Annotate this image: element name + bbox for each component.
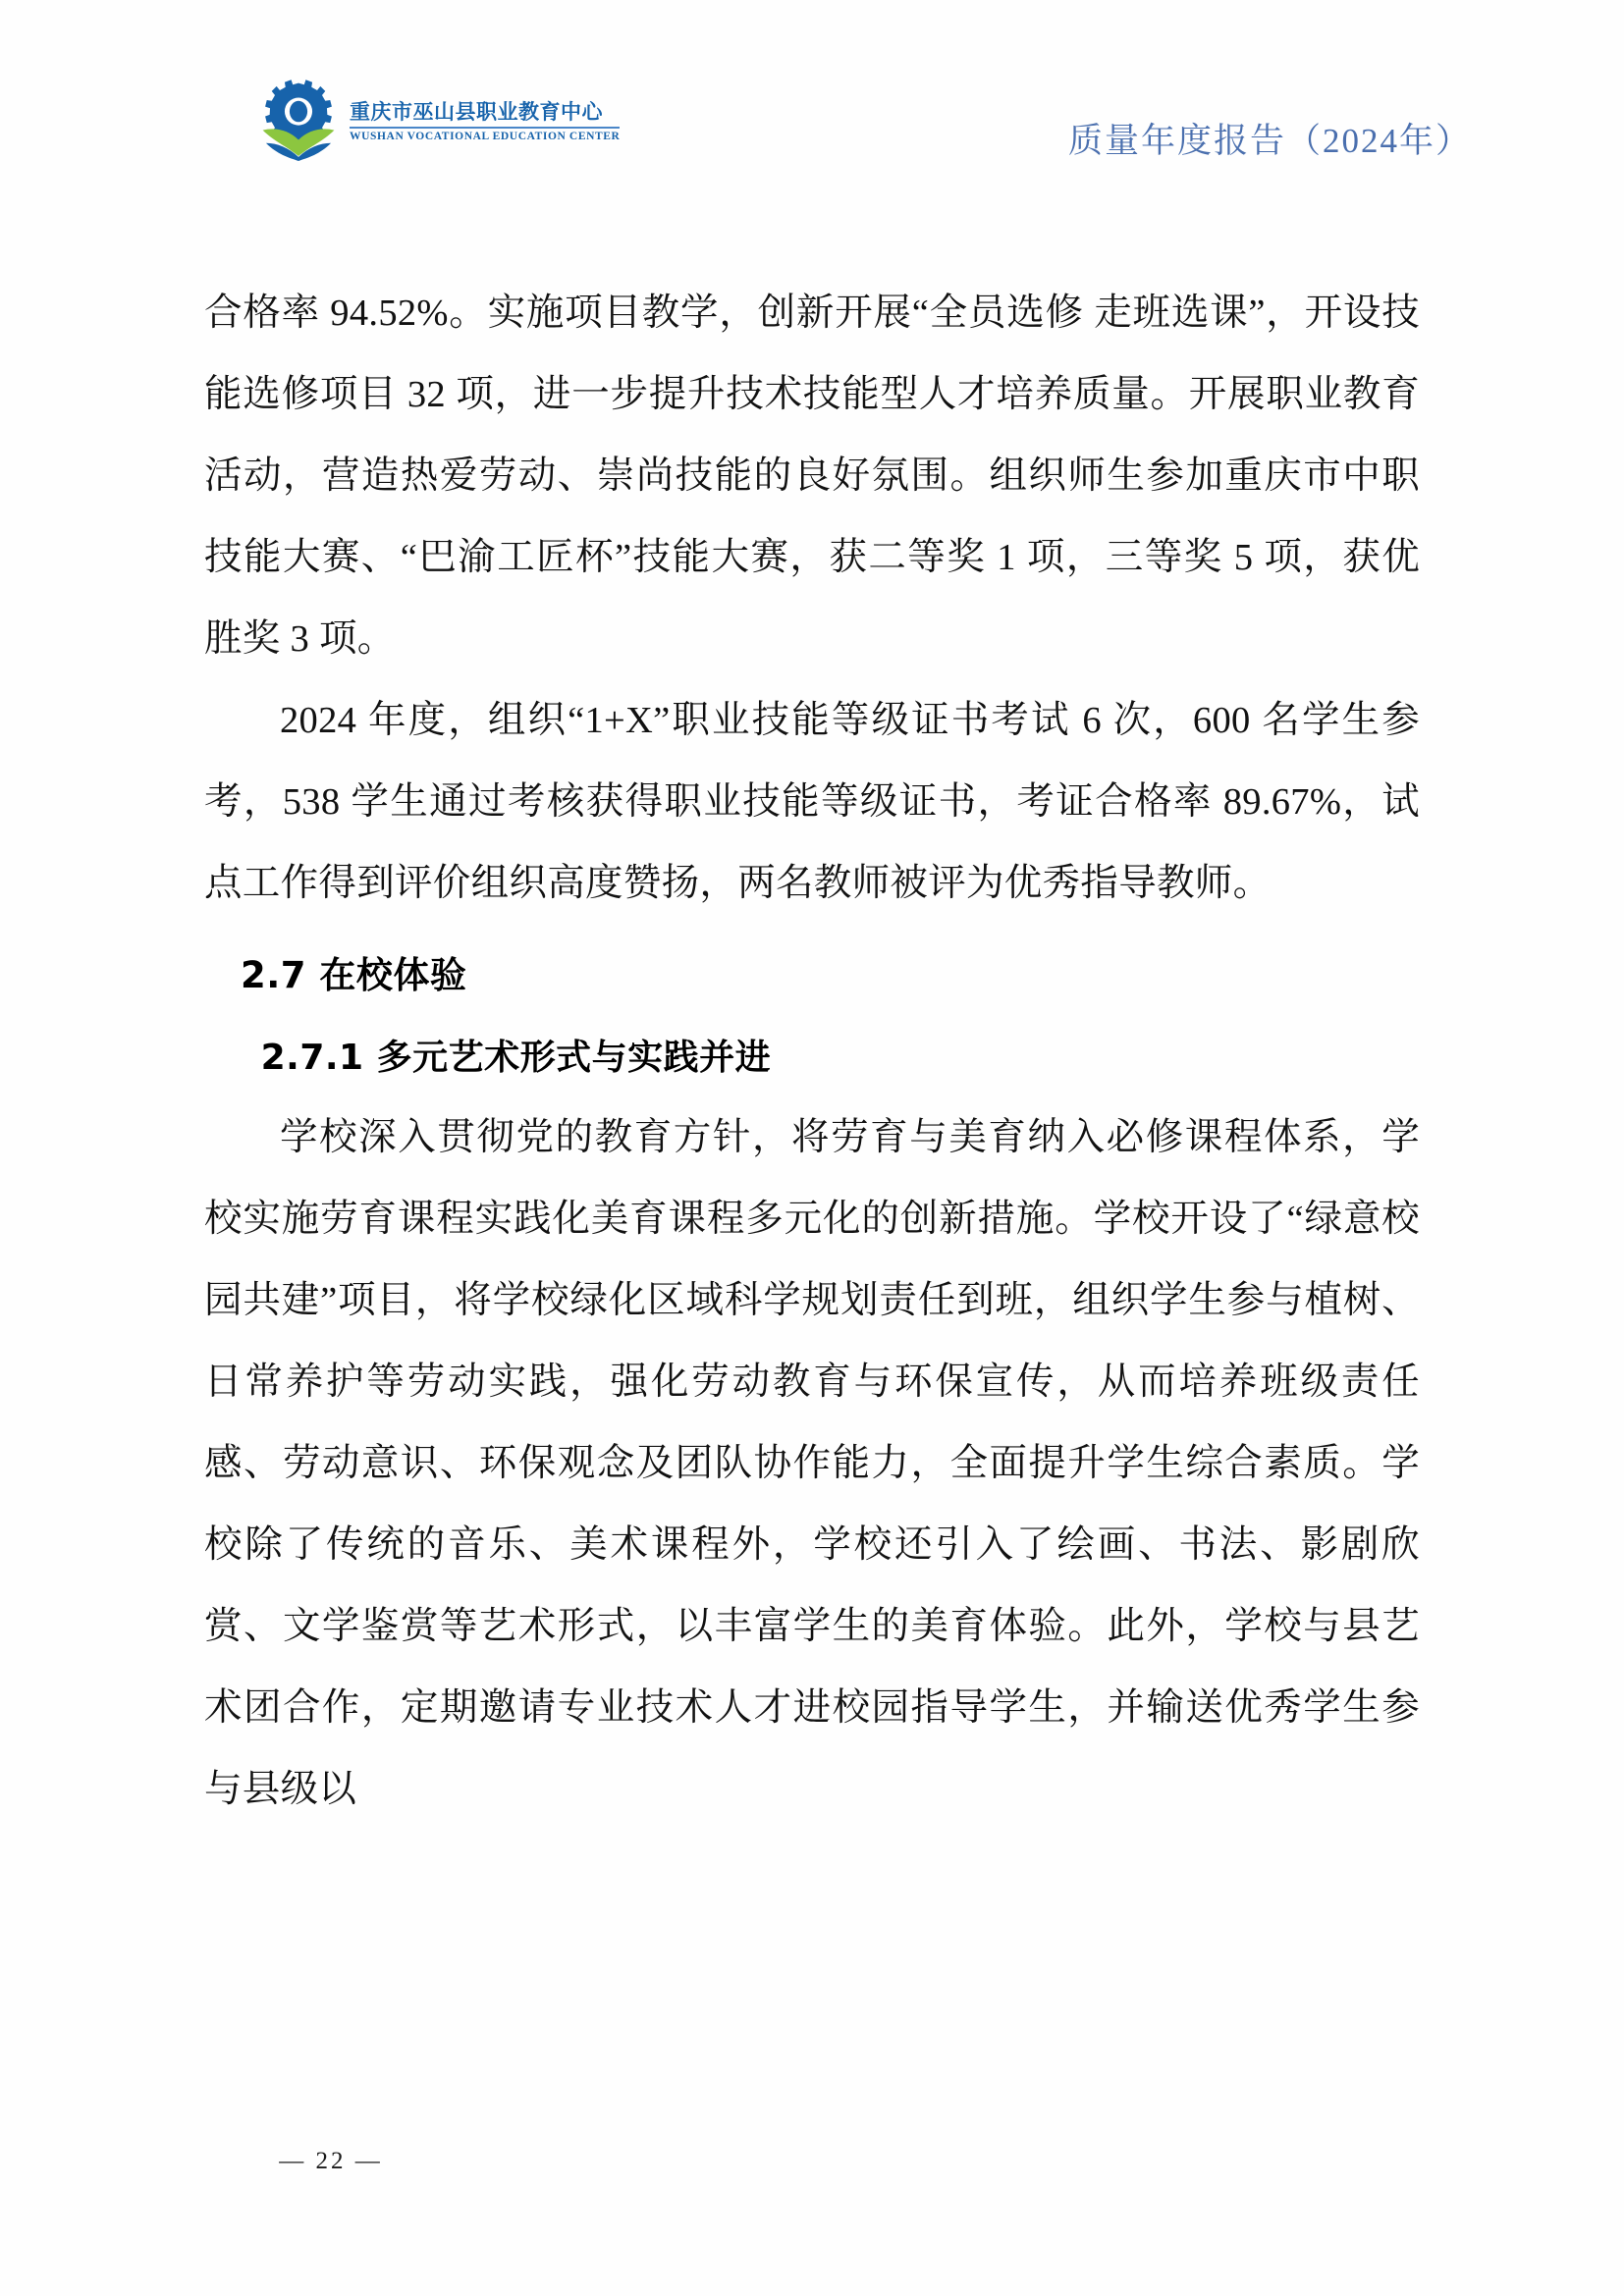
school-emblem-icon [257, 77, 340, 161]
paragraph-skills-training: 合格率 94.52%。实施项目教学，创新开展“全员选修 走班选课”，开设技能选修项目 32 项，进一步提升技术技能型人才培养质量。开展职业教育活动，营造热爱劳动、崇尚技能的良好氛围。组织师生参加重庆市中职技能大赛、“巴渝工匠杯”技能大赛，获二等奖 1 项，三等奖 5 项，获优胜奖 3 项。 [204, 293, 1420, 660]
school-logo [257, 77, 620, 161]
school-name-cn: 重庆市巫山县职业教育中心 [350, 100, 603, 124]
logo-divider [350, 127, 620, 129]
section-heading-2-7: 2.7 在校体验 [241, 954, 467, 996]
page-footer [0, 2148, 1624, 2175]
paragraph-arts-and-practice: 学校深入贯彻党的教育方针，将劳育与美育纳入必修课程体系，学校实施劳育课程实践化美育课程多元化的创新措施。学校开设了“绿意校园共建”项目，将学校绿化区域科学规划责任到班，组织学生参与植树、日常养护等劳动实践，强化劳动教育与环保宣传，从而培养班级责任感、劳动意识、环保观念及团队协作能力，全面提升学生综合素质。学校除了传统的音乐、美术课程外，学校还引入了绘画、书法、影剧欣赏、文学鉴赏等艺术形式，以丰富学生的美育体验。此外，学校与县艺术团合作，定期邀请专业技术人才进校园指导学生，并输送优秀学生参与县级以 [204, 1117, 1420, 1810]
school-name-block [350, 77, 620, 142]
report-title: 质量年度报告（2024年） [1067, 122, 1472, 160]
page-number: — 22 — [279, 2148, 383, 2174]
school-name-en: WUSHAN VOCATIONAL EDUCATION CENTER [350, 131, 621, 143]
section-heading-2-7-1: 2.7.1 多元艺术形式与实践并进 [260, 1038, 772, 1078]
page-content [204, 273, 1420, 1831]
page-header [0, 73, 1624, 181]
paragraph-certificate-exams: 2024 年度，组织“1+X”职业技能等级证书考试 6 次，600 名学生参考，538 学生通过考核获得职业技能等级证书，考证合格率 89.67%，试点工作得到评价组织高度赞扬，两名教师被评为优秀指导教师。 [204, 700, 1420, 904]
